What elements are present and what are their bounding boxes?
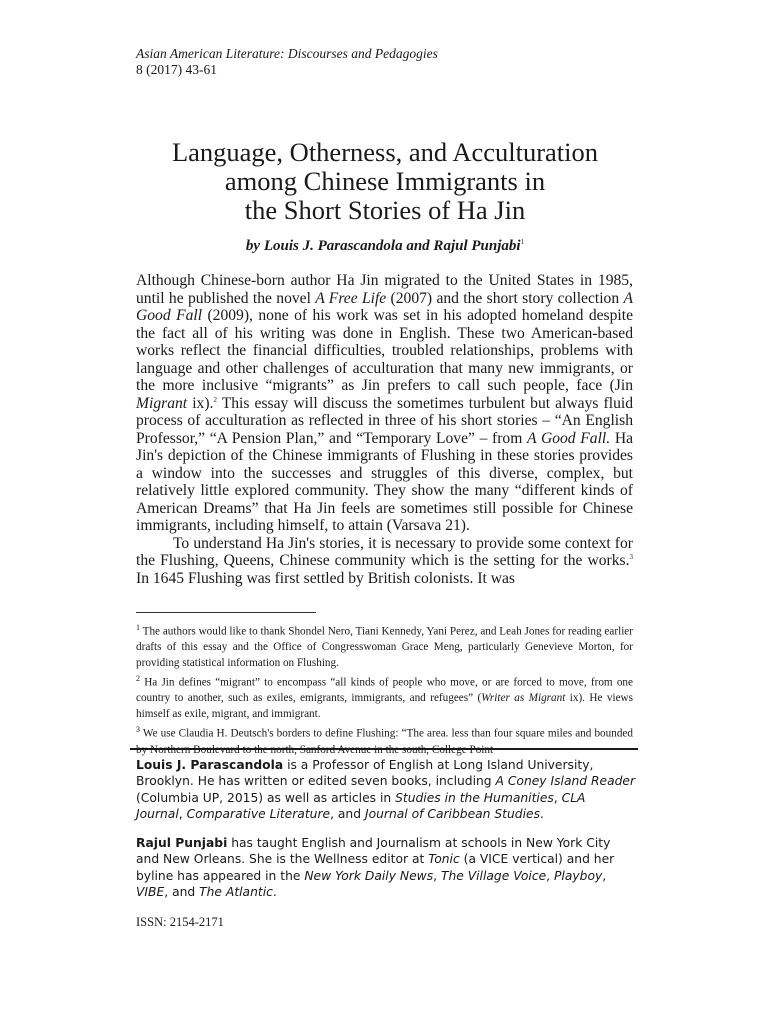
article-title bbox=[120, 138, 650, 225]
footnote-number: 3 bbox=[136, 725, 140, 735]
bio-title: The Village Voice bbox=[440, 868, 547, 883]
footnote-text: ix). He views himself as exile, migrant, and immigrant. bbox=[136, 692, 633, 720]
author-bios bbox=[136, 757, 636, 913]
journal-issue: 8 (2017) 43-61 bbox=[136, 62, 217, 77]
bio-text: has taught English and Journalism at schools in New York City and New Orleans. She is the Wellness editor at bbox=[136, 836, 611, 867]
bio-text: (a VICE vertical) and her byline has appeared in the bbox=[136, 852, 615, 883]
body-text: In 1645 Flushing was first settled by British colonists. It was bbox=[136, 569, 516, 587]
body-text: This essay will discuss the sometimes turbulent but always fluid process of acculturation as reflected in three of his short stories – “An English Professor,” “A Pension Plan,” and “Temporary Love” – from bbox=[136, 394, 633, 447]
bio-text: , bbox=[433, 868, 441, 883]
footnote-3 bbox=[136, 722, 633, 758]
bio-text: is a Professor of English at Long Island University, Brooklyn. He has written or edited seven books, including bbox=[136, 758, 594, 789]
bio-text: . bbox=[540, 806, 544, 821]
bio-text: , bbox=[553, 790, 562, 805]
footnote-2 bbox=[136, 671, 633, 722]
title-migrant: Migrant bbox=[136, 394, 188, 412]
bio-title: CLA Journal bbox=[136, 790, 586, 821]
footnote-ref-1[interactable]: 1 bbox=[520, 238, 525, 246]
body-text: (2007) and the short story collection bbox=[386, 289, 624, 307]
bio-text: , and bbox=[330, 806, 365, 821]
footnote-number: 1 bbox=[136, 623, 140, 632]
body-text: Although Chinese-born author Ha Jin migrated to the United States in 1985, until he published the novel bbox=[136, 272, 633, 307]
bio-title: A Coney Island Reader bbox=[495, 774, 636, 789]
bio-text: . bbox=[272, 885, 277, 900]
bio-title: Journal of Caribbean Studies bbox=[364, 806, 540, 821]
footnote-text: We use Claudia H. Deutsch's borders to define Flushing: “The area. less than four square miles and bounded by Northern Boulevard to the north, Sanford Avenue in the south, College Point bbox=[136, 728, 633, 756]
bio-title: Studies in the Humanities bbox=[395, 790, 554, 805]
title-line-1: Language, Otherness, and Acculturation bbox=[171, 137, 599, 167]
bio-text: , and bbox=[164, 885, 200, 900]
footnote-1 bbox=[136, 620, 633, 671]
bio-author-name: Rajul Punjabi bbox=[136, 836, 228, 851]
issn: ISSN: 2154-2171 bbox=[136, 915, 224, 929]
journal-header bbox=[136, 46, 438, 78]
bio-text: (Columbia UP, 2015) as well as articles in bbox=[136, 790, 396, 805]
body-paragraph-2 bbox=[136, 535, 633, 588]
bio-text: , bbox=[602, 868, 607, 883]
title-a-good-fall: A Good Fall. bbox=[527, 429, 611, 447]
bio-title: Comparative Literature bbox=[186, 806, 331, 821]
author-byline bbox=[120, 238, 650, 255]
title-line-2: among Chinese Immigrants in bbox=[224, 166, 546, 196]
bio-title: The Atlantic bbox=[199, 885, 273, 900]
bio-author-name: Louis J. Parascandola bbox=[136, 758, 284, 772]
footnote-text: Ha Jin defines “migrant” to encompass “all kinds of people who move, or are forced to move, from one country to another, such as exiles, emigrants, immigrants, and refugees” ( bbox=[136, 676, 633, 705]
bio-title: Playboy bbox=[554, 868, 603, 883]
body-text: ix). bbox=[187, 394, 214, 412]
bio-divider bbox=[130, 748, 638, 750]
bio-parascandola bbox=[136, 757, 636, 822]
title-a-good-fall: A Good Fall bbox=[136, 289, 633, 324]
journal-name: Asian American Literature: Discourses and Pedagogies bbox=[136, 46, 438, 61]
body-paragraph-1 bbox=[136, 272, 633, 535]
body-text: (2009), none of his work was set in his adopted homeland despite the fact all of his writing was done in English. These two American-based works reflect the financial difficulties, troubled relationships, problems with language and other challenges of acculturation that many new immigrants, or the more inclusive “migrants” as Jin prefers to call such people, face (Jin bbox=[136, 307, 633, 394]
title-writer-as-migrant: Writer as Migrant bbox=[481, 692, 566, 705]
footnotes bbox=[136, 620, 633, 756]
bio-title: Tonic bbox=[428, 852, 460, 867]
bio-text: , bbox=[546, 868, 554, 883]
body-text: To understand Ha Jin's stories, it is necessary to provide some context for the Flushing, Queens, Chinese community which is the setting for the works. bbox=[136, 534, 633, 569]
byline-text: by Louis J. Parascandola and Rajul Punjabi bbox=[245, 238, 521, 254]
footnote-text: The authors would like to thank Shondel Nero, Tiani Kennedy, Yani Perez, and Leah Jones for reading earlier drafts of this essay and the Office of Congresswoman Grace Meng, particularly Genevieve Morton, for providing statistical information on Flushing. bbox=[136, 625, 633, 669]
body-text: Ha Jin's depiction of the Chinese immigrants of Flushing in these stories provides a window into the successes and struggles of this diverse, complex, but relatively little explored community. They show the many “different kinds of American Dreams” that Ha Jin feels are sometimes still possible for Chinese immigrants, including himself, to attain (Varsava 21). bbox=[136, 429, 634, 534]
title-a-free-life: A Free Life bbox=[315, 289, 387, 307]
article-body bbox=[136, 272, 633, 587]
title-line-3: the Short Stories of Ha Jin bbox=[244, 195, 526, 225]
bio-punjabi bbox=[136, 835, 636, 900]
footnote-separator bbox=[136, 612, 316, 613]
bio-title: New York Daily News bbox=[304, 868, 434, 883]
bio-title: VIBE bbox=[136, 885, 165, 900]
footnote-number: 2 bbox=[136, 674, 140, 684]
bio-text: , bbox=[178, 806, 187, 821]
footnote-ref-3[interactable]: 3 bbox=[629, 552, 633, 561]
footnote-ref-2[interactable]: 2 bbox=[213, 395, 217, 404]
